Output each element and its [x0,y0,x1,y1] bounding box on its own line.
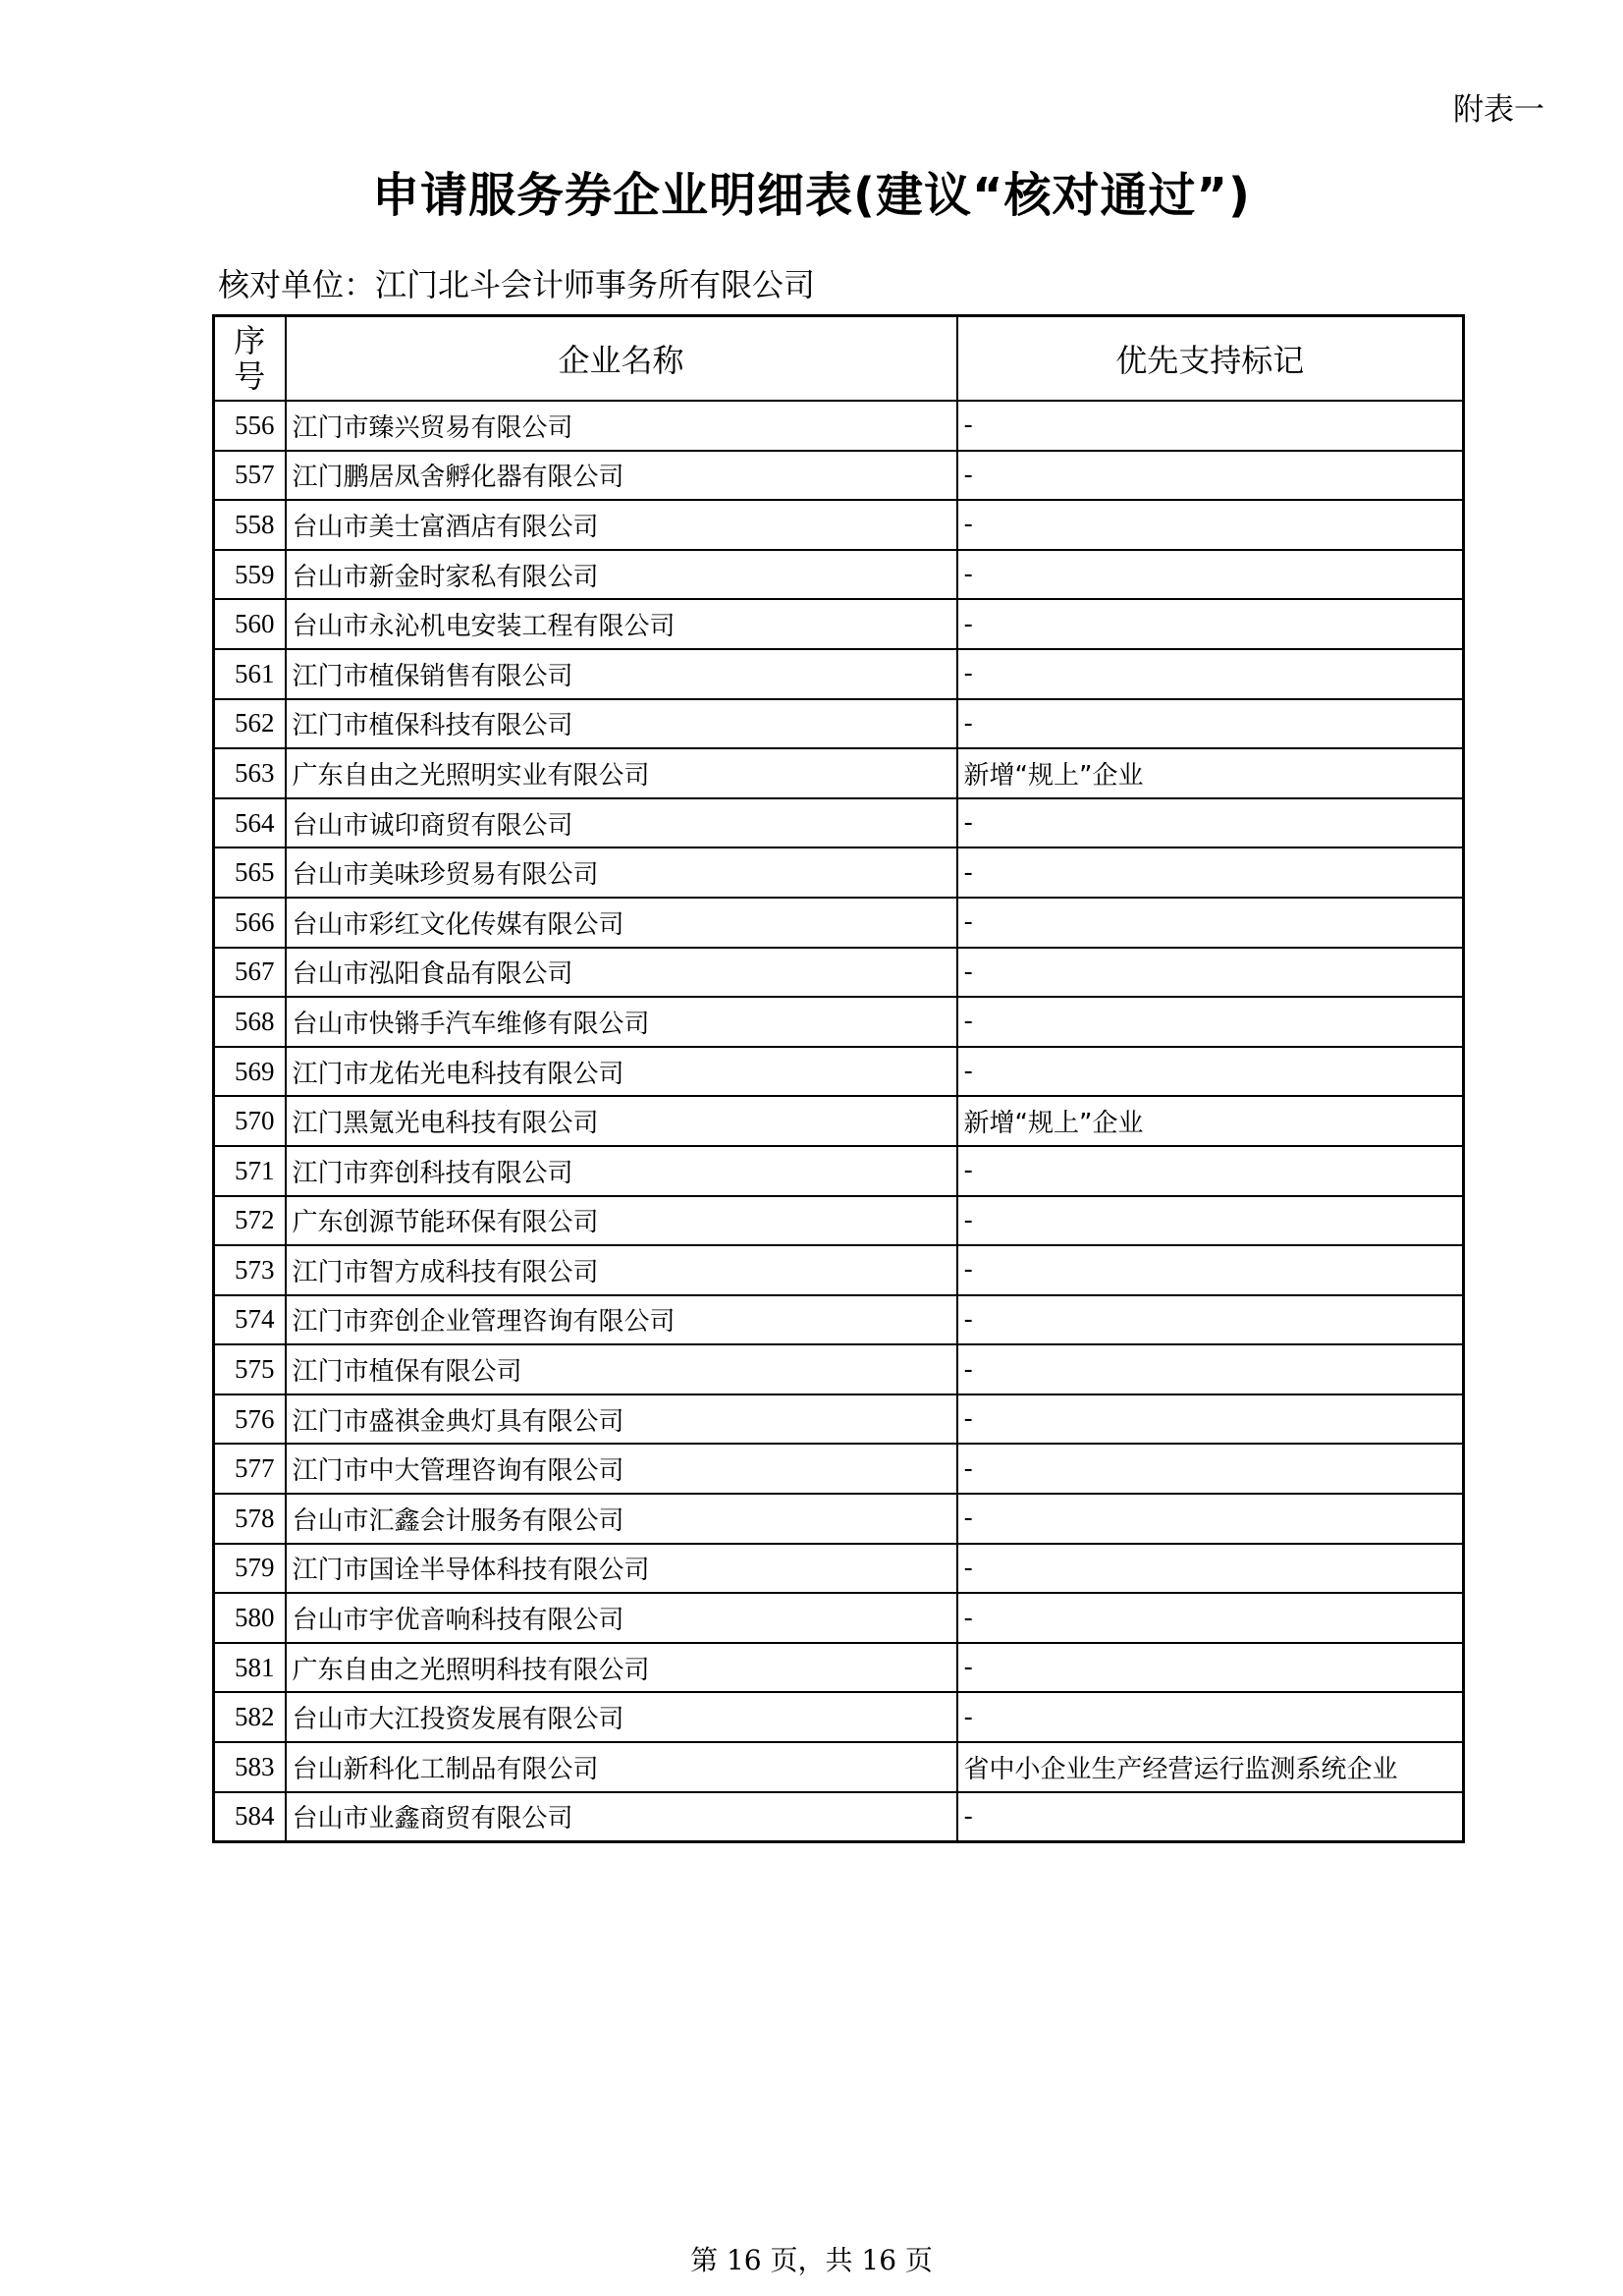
enterprise-name-cell: 台山市宇优音响科技有限公司 [286,1593,957,1643]
priority-mark-cell: - [957,1245,1464,1295]
priority-mark-cell: - [957,1146,1464,1196]
row-number: 569 [214,1047,286,1097]
priority-mark-cell: - [957,500,1464,550]
enterprise-name-cell: 江门市弈创科技有限公司 [286,1146,957,1196]
enterprise-name-cell: 广东自由之光照明科技有限公司 [286,1643,957,1693]
row-number: 578 [214,1494,286,1544]
header-seq-line1: 序 [234,322,266,359]
table-row [214,1245,1464,1295]
enterprise-name-cell: 江门市植保科技有限公司 [286,699,957,749]
priority-mark-cell: - [957,798,1464,848]
enterprise-name-cell: 台山市新金时家私有限公司 [286,550,957,600]
table-row [214,1444,1464,1494]
priority-mark-cell: - [957,1643,1464,1693]
enterprise-name-cell: 台山市诚印商贸有限公司 [286,798,957,848]
row-number: 577 [214,1444,286,1494]
row-number: 576 [214,1394,286,1445]
table-row [214,1643,1464,1693]
enterprise-name-cell: 台山市彩红文化传媒有限公司 [286,898,957,948]
enterprise-name-cell: 广东自由之光照明实业有限公司 [286,748,957,798]
row-number: 568 [214,997,286,1047]
row-number: 570 [214,1096,286,1146]
header-seq [214,316,286,402]
table-row [214,948,1464,998]
table-row [214,550,1464,600]
table-row [214,1295,1464,1345]
page-title: 申请服务券企业明细表(建议“核对通过”) [372,168,1251,223]
table-row [214,748,1464,798]
table-row [214,1146,1464,1196]
verifying-unit: 核对单位：江门北斗会计师事务所有限公司 [218,266,816,303]
row-number: 557 [214,451,286,501]
priority-mark-cell: - [957,550,1464,600]
header-priority-mark: 优先支持标记 [957,316,1464,402]
enterprise-name-cell: 江门市盛祺金典灯具有限公司 [286,1394,957,1445]
table-row [214,1792,1464,1842]
table-row [214,798,1464,848]
table-header-row [214,316,1464,402]
enterprise-name-cell: 江门市国诠半导体科技有限公司 [286,1544,957,1594]
table-row [214,1742,1464,1792]
row-number: 567 [214,948,286,998]
table-row [214,401,1464,451]
priority-mark-cell: - [957,898,1464,948]
row-number: 556 [214,401,286,451]
enterprise-name-cell: 江门市弈创企业管理咨询有限公司 [286,1295,957,1345]
table-row [214,1544,1464,1594]
priority-mark-cell: - [957,847,1464,898]
priority-mark-cell: - [957,1792,1464,1842]
priority-mark-cell: - [957,1047,1464,1097]
enterprise-name-cell: 江门市中大管理咨询有限公司 [286,1444,957,1494]
table-row [214,1047,1464,1097]
table-row [214,997,1464,1047]
priority-mark-cell: - [957,699,1464,749]
table-row [214,847,1464,898]
enterprise-name-cell: 台山市泓阳食品有限公司 [286,948,957,998]
row-number: 581 [214,1643,286,1693]
table-row [214,1494,1464,1544]
priority-mark-cell: - [957,649,1464,699]
enterprise-name-cell: 江门市智方成科技有限公司 [286,1245,957,1295]
row-number: 571 [214,1146,286,1196]
row-number: 572 [214,1196,286,1246]
header-enterprise-name: 企业名称 [286,316,957,402]
priority-mark-cell: - [957,1692,1464,1742]
enterprise-name-cell: 江门黑氪光电科技有限公司 [286,1096,957,1146]
enterprise-name-cell: 江门市植保有限公司 [286,1344,957,1394]
enterprise-name-cell: 台山新科化工制品有限公司 [286,1742,957,1792]
priority-mark-cell: - [957,599,1464,649]
row-number: 560 [214,599,286,649]
table-row [214,1394,1464,1445]
row-number: 575 [214,1344,286,1394]
table-row [214,898,1464,948]
row-number: 559 [214,550,286,600]
row-number: 580 [214,1593,286,1643]
table-row [214,500,1464,550]
priority-mark-cell: - [957,1494,1464,1544]
enterprise-name-cell: 台山市快锵手汽车维修有限公司 [286,997,957,1047]
priority-mark-cell: - [957,1593,1464,1643]
table-row [214,1692,1464,1742]
enterprise-name-cell: 江门鹏居凤舍孵化器有限公司 [286,451,957,501]
priority-mark-cell: 省中小企业生产经营运行监测系统企业 [957,1742,1464,1792]
enterprise-table [212,314,1465,1843]
row-number: 574 [214,1295,286,1345]
priority-mark-cell: - [957,1295,1464,1345]
row-number: 579 [214,1544,286,1594]
row-number: 564 [214,798,286,848]
enterprise-name-cell: 台山市业鑫商贸有限公司 [286,1792,957,1842]
priority-mark-cell: - [957,1394,1464,1445]
priority-mark-cell: - [957,401,1464,451]
priority-mark-cell: 新增“规上”企业 [957,748,1464,798]
enterprise-name-cell: 台山市汇鑫会计服务有限公司 [286,1494,957,1544]
row-number: 582 [214,1692,286,1742]
enterprise-name-cell: 台山市美味珍贸易有限公司 [286,847,957,898]
table-row [214,451,1464,501]
row-number: 565 [214,847,286,898]
enterprise-name-cell: 广东创源节能环保有限公司 [286,1196,957,1246]
priority-mark-cell: - [957,1444,1464,1494]
table-row [214,1096,1464,1146]
appendix-label: 附表一 [1453,92,1544,128]
row-number: 562 [214,699,286,749]
enterprise-name-cell: 江门市臻兴贸易有限公司 [286,401,957,451]
priority-mark-cell: - [957,451,1464,501]
table-row [214,649,1464,699]
row-number: 566 [214,898,286,948]
row-number: 558 [214,500,286,550]
table-row [214,1344,1464,1394]
row-number: 583 [214,1742,286,1792]
enterprise-name-cell: 江门市龙佑光电科技有限公司 [286,1047,957,1097]
row-number: 563 [214,748,286,798]
priority-mark-cell: - [957,1544,1464,1594]
header-seq-line2: 号 [234,357,266,395]
priority-mark-cell: - [957,1196,1464,1246]
table-row [214,1593,1464,1643]
priority-mark-cell: - [957,948,1464,998]
row-number: 561 [214,649,286,699]
priority-mark-cell: - [957,997,1464,1047]
enterprise-name-cell: 江门市植保销售有限公司 [286,649,957,699]
priority-mark-cell: - [957,1344,1464,1394]
table-row [214,599,1464,649]
priority-mark-cell: 新增“规上”企业 [957,1096,1464,1146]
enterprise-name-cell: 台山市美士富酒店有限公司 [286,500,957,550]
table-row [214,1196,1464,1246]
page-footer: 第 16 页，共 16 页 [690,2244,933,2276]
row-number: 573 [214,1245,286,1295]
row-number: 584 [214,1792,286,1842]
enterprise-name-cell: 台山市大江投资发展有限公司 [286,1692,957,1742]
enterprise-name-cell: 台山市永沁机电安装工程有限公司 [286,599,957,649]
table-row [214,699,1464,749]
